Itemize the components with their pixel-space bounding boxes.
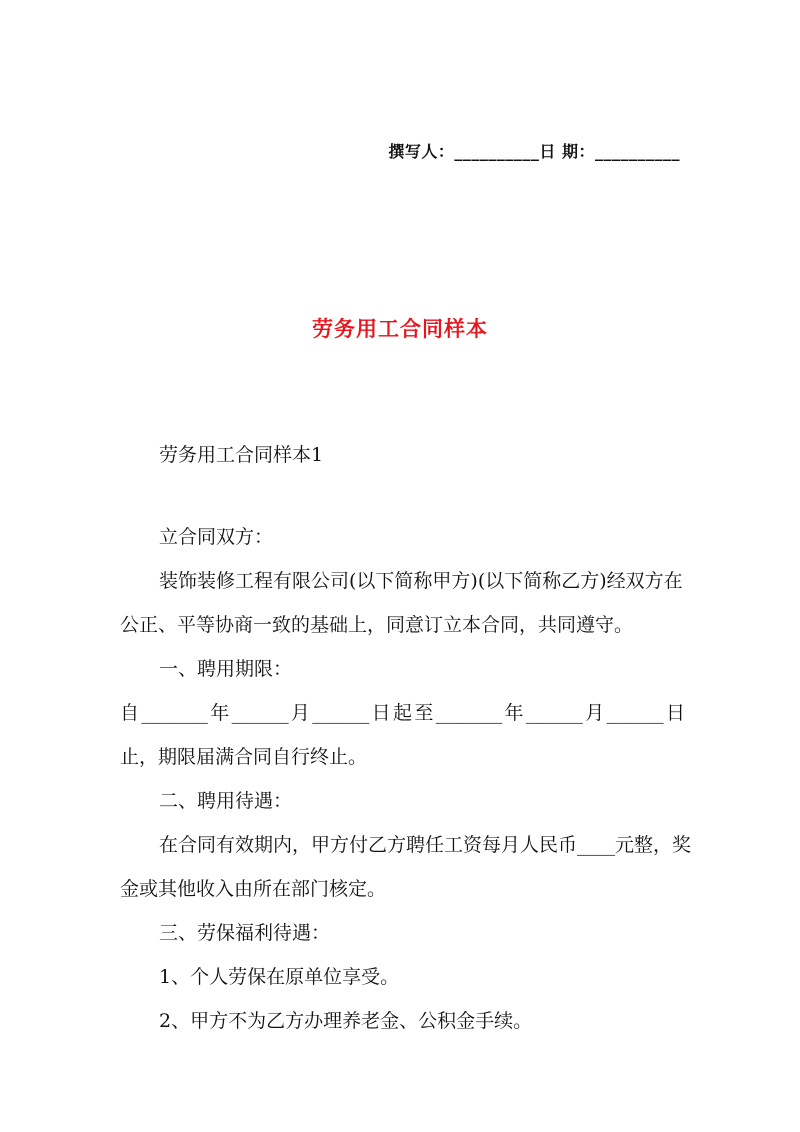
date-blank: __________ [595,142,680,161]
author-label: 撰写人： [388,142,455,161]
paragraph-pay-cont: 金或其他收入由所在部门核定。 [120,878,387,900]
heading-term: 一、聘用期限： [159,658,293,680]
document-subtitle: 劳务用工合同样本1 [159,444,324,466]
date-label: 日 期： [539,142,595,161]
author-blank: __________ [454,142,540,161]
paragraph-welfare-2: 2、甲方不为乙方办理养老金、公积金手续。 [159,1010,533,1032]
paragraph-pay: 在合同有效期内，甲方付乙方聘任工资每月人民币____元整，奖 [159,834,692,856]
term-dates-line: 自_______年______月______日起至_______年______月______日 [120,702,685,724]
heading-welfare: 三、劳保福利待遇： [159,922,331,944]
paragraph-parties: 立合同双方： [159,526,274,548]
heading-pay: 二、聘用待遇： [159,790,293,812]
paragraph-company-cont: 公正、平等协商一致的基础上，同意订立本合同，共同遵守。 [120,614,634,636]
paragraph-term-dates [120,691,685,735]
document-title: 劳务用工合同样本 [312,316,488,341]
paragraph-welfare-1: 1、个人劳保在原单位享受。 [159,966,400,988]
paragraph-company: 装饰装修工程有限公司(以下简称甲方)(以下简称乙方)经双方在 [159,570,683,592]
paragraph-term-end: 止，期限届满合同自行终止。 [120,746,368,768]
author-date-line [388,139,680,162]
